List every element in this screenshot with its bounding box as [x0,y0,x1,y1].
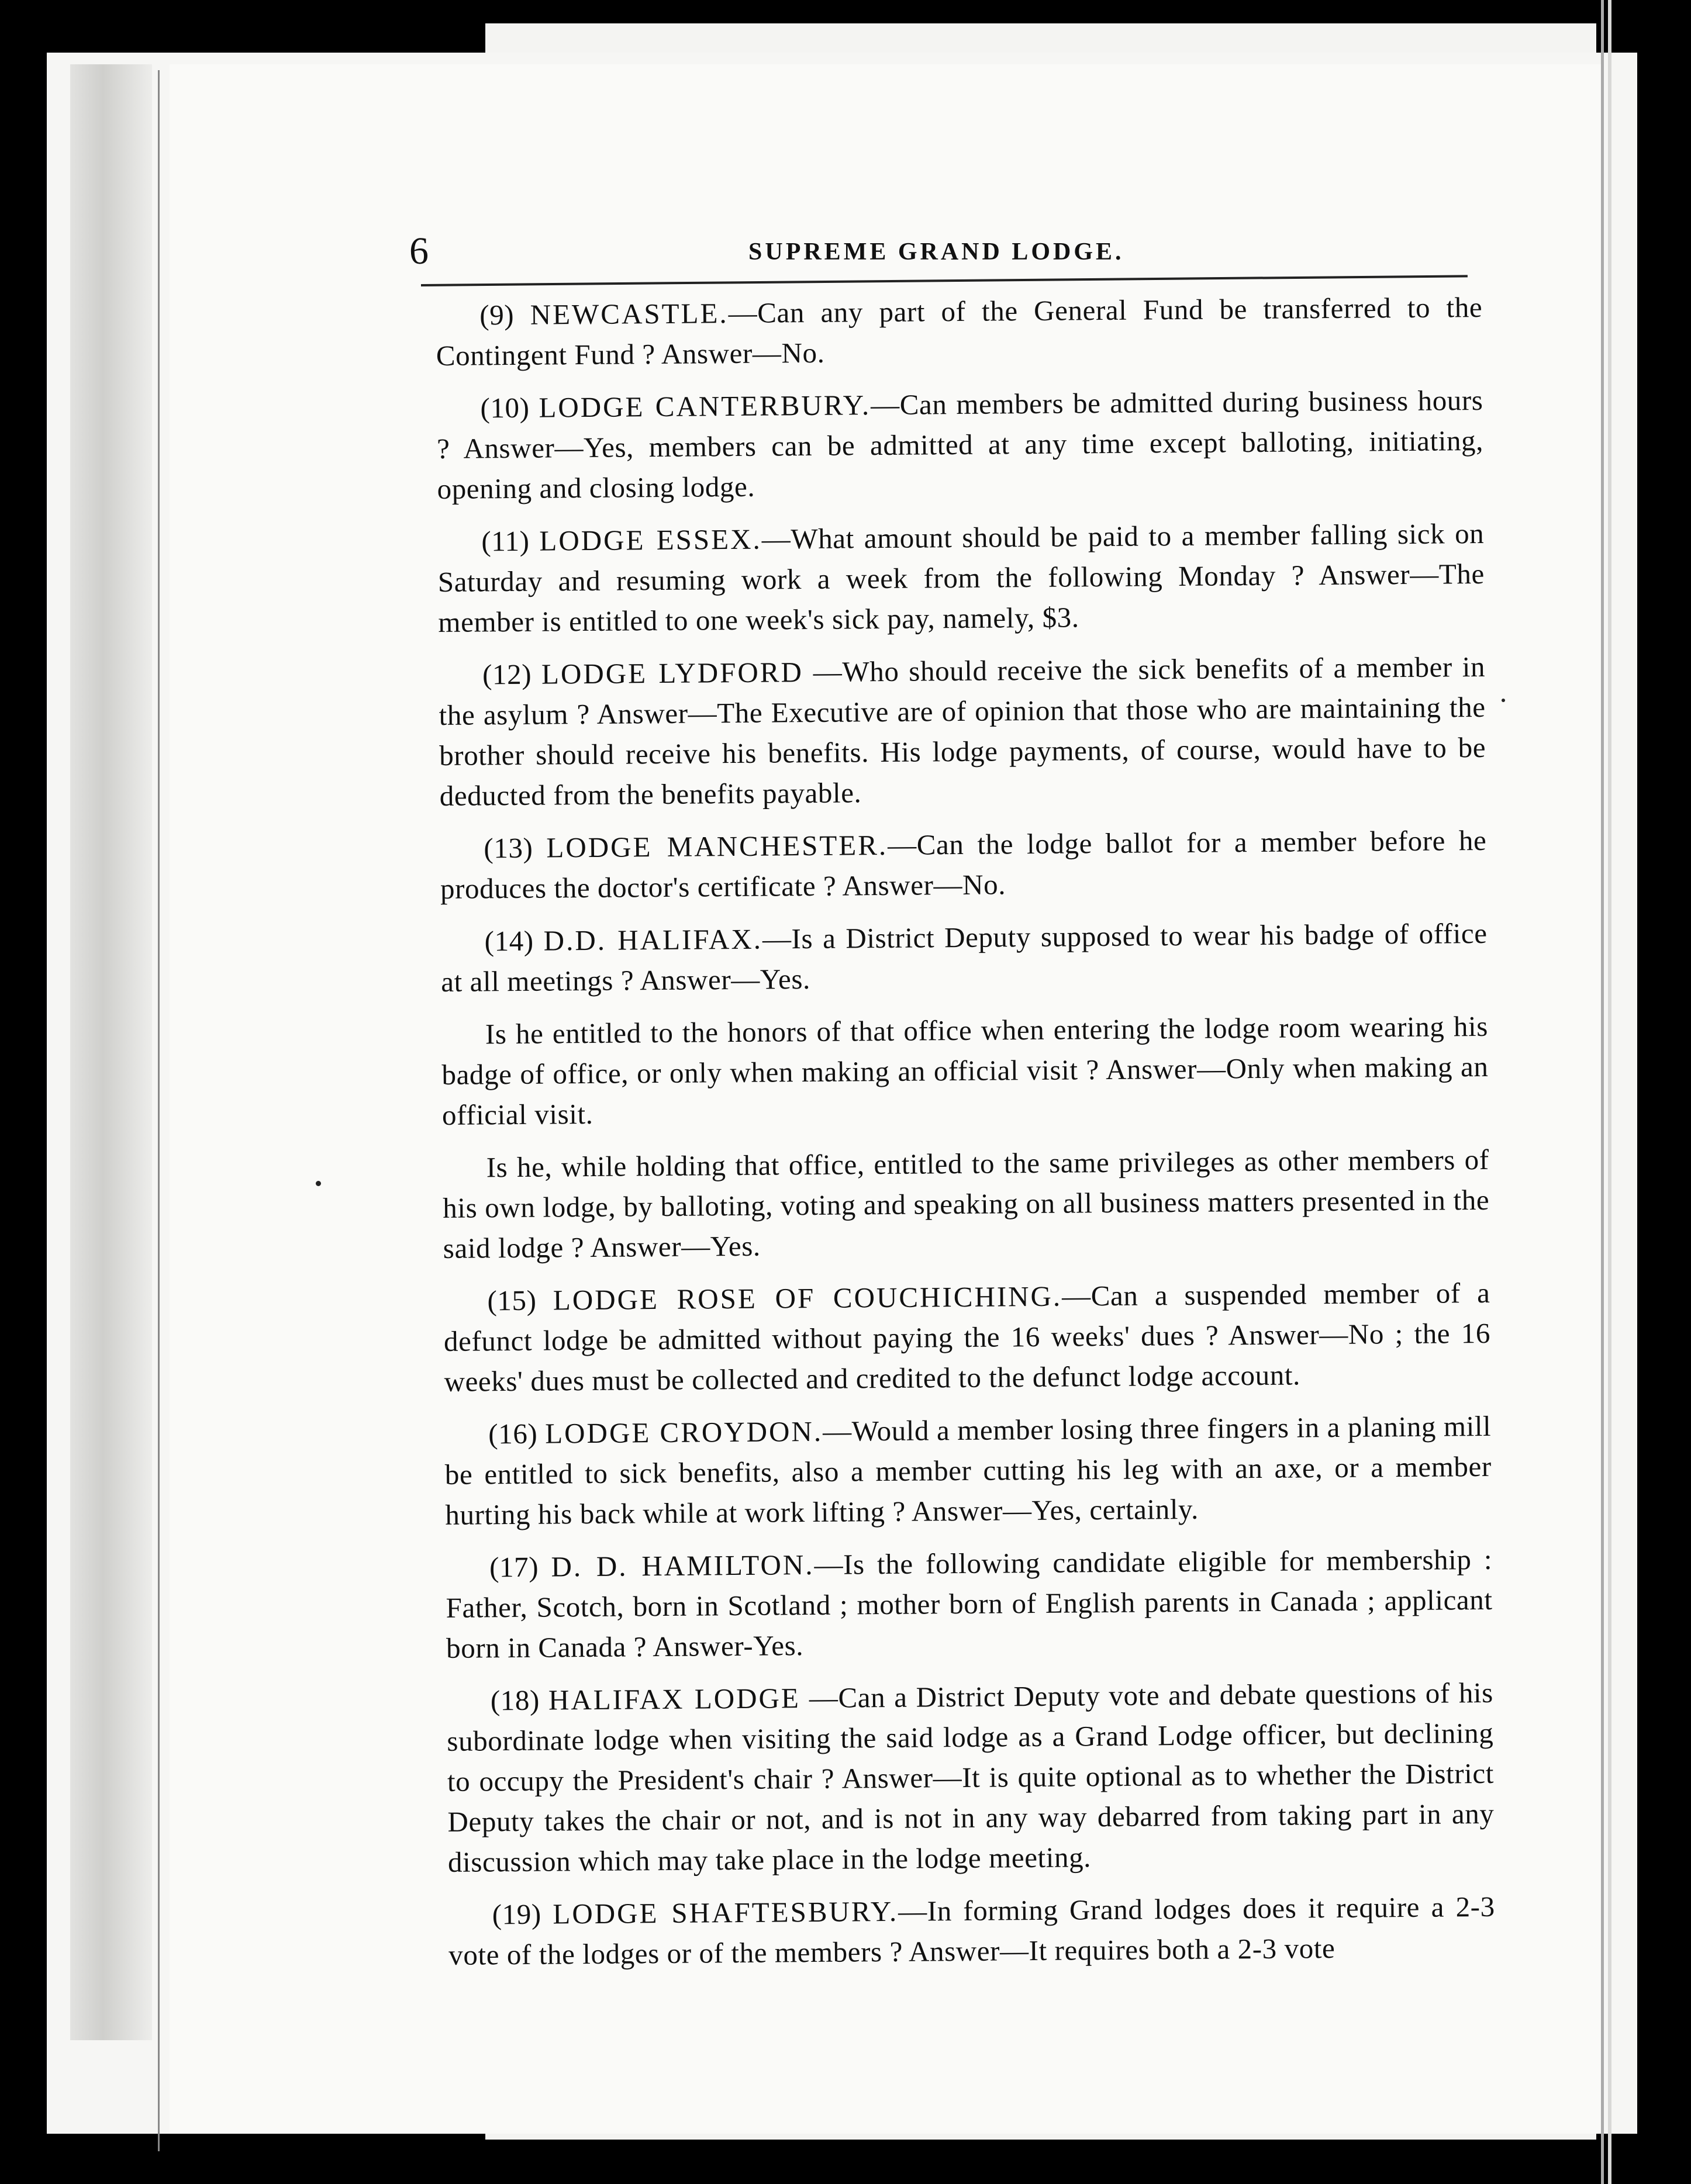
item-number: (13) [484,831,533,865]
paragraph-text: —Can a District Deputy vote and debate questions of his subordinate lodge when visiting the said lodge as a Grand Lodge officer, but declining to occupy the President's chair ? Answer—It is quite optional as to whether the District Deputy takes the chair or not, and is not in any way debarred from taking part in any discussion which may take place in the lodge meeting. [447,1676,1495,1878]
paragraph-text: —What amount should be paid to a member falling sick on Saturday and resuming work a week from the following Monday ? Answer—The member is entitled to one week's sick pay, namely, $3. [437,517,1485,638]
lodge-name: LODGE CROYDON. [545,1415,823,1450]
item-number: (18) [490,1684,540,1717]
paragraph-text: —Can the lodge ballot for a member before he produces the doctor's certificate ? Answer—No. [440,824,1487,905]
item-number: (14) [484,924,534,958]
paragraph-text: Is he entitled to the honors of that office when entering the lodge room wearing his badge of office, or only when making an official visit ? Answer—Only when making an official visit. [441,1010,1489,1131]
paragraph-9 [436,287,1483,376]
item-number: (15) [487,1284,537,1317]
paragraph-16 [444,1406,1492,1535]
lodge-name: LODGE SHAFTESBURY. [553,1895,899,1930]
paragraph-10 [436,380,1484,509]
lodge-name: LODGE ROSE OF COUCHICHING. [553,1280,1062,1316]
paragraph-15 [443,1273,1491,1402]
paragraph-text: —Is the following candidate eligible for membership : Father, Scotch, born in Scotland ; mother born of English parents in Canada ; applicant born in Canada ? Answer-Yes. [446,1543,1493,1664]
sheet-edge-line [158,70,160,2151]
paragraph-14-privileges [442,1139,1490,1269]
page-number: 6 [409,230,429,272]
paragraph-19 [448,1886,1495,1975]
ink-speck [1502,699,1505,702]
lodge-name: LODGE LYDFORD [541,656,804,690]
paragraph-13 [440,820,1487,909]
running-head: SUPREME GRAND LODGE. [748,239,1124,265]
lodge-name: NEWCASTLE. [530,297,729,331]
paragraph-12 [439,647,1486,816]
lodge-name: LODGE ESSEX. [539,523,762,557]
page-header [409,228,1462,275]
paragraph-text: —Can members be admitted during business hours ? Answer—Yes, members can be admitted at any time except balloting, initiating, opening and closing lodge. [436,383,1484,505]
body-text [436,287,1496,1988]
paragraph-text: —Is a District Deputy supposed to wear his badge of office at all meetings ? Answer—Yes. [441,917,1488,998]
paragraph-text: —Would a member losing three fingers in a planing mill be entitled to sick benefits, also a member cutting his leg with an axe, or a member hurting his back while at work lifting ? Answer—Yes, certainly. [444,1409,1492,1531]
paragraph-text: —Who should receive the sick benefits of a member in the asylum ? Answer—The Executive are of opinion that those who are maintaining the brother should receive his benefits. His lodge payments, of course, would have to be deducted from the benefits payable. [439,650,1486,812]
item-number: (16) [488,1417,538,1450]
item-number: (19) [492,1898,542,1931]
lodge-name: LODGE MANCHESTER. [546,828,888,864]
item-number: (17) [489,1550,539,1584]
paragraph-17 [446,1539,1493,1668]
paragraph-11 [437,513,1485,642]
lodge-name: D.D. HALIFAX. [543,922,763,957]
paragraph-text: Is he, while holding that office, entitled to the same privileges as other members of his own lodge, by balloting, voting and speaking on all business matters presented in the said lodge ? Answer—Yes. [443,1143,1490,1264]
item-number: (11) [481,524,530,558]
paragraph-18 [447,1672,1495,1882]
item-number: (10) [480,391,530,424]
paragraph-14-honors [441,1006,1489,1135]
item-number: (9) [479,298,515,331]
ink-speck [316,1181,321,1186]
lodge-name: HALIFAX LODGE [548,1682,801,1716]
lodge-name: LODGE CANTERBURY. [539,389,871,424]
paragraph-text: —Can any part of the General Fund be transferred to the Contingent Fund ? Answer—No. [436,291,1483,372]
lodge-name: D. D. HAMILTON. [551,1548,815,1583]
paragraph-text: —Can a suspended member of a defunct lodge be admitted without paying the 16 weeks' dues ? Answer—No ; the 16 weeks' dues must be collected and credited to the defunct lodge account. [443,1276,1491,1398]
binding-edge [70,64,152,2040]
paragraph-14 [440,913,1488,1002]
right-fold-line [1601,0,1604,2184]
paragraph-text: —In forming Grand lodges does it require a 2-3 vote of the lodges or of the members ? Answer—It requires both a 2-3 vote [448,1890,1495,1971]
right-sheet-edge [1608,0,1611,2184]
item-number: (12) [482,658,532,691]
